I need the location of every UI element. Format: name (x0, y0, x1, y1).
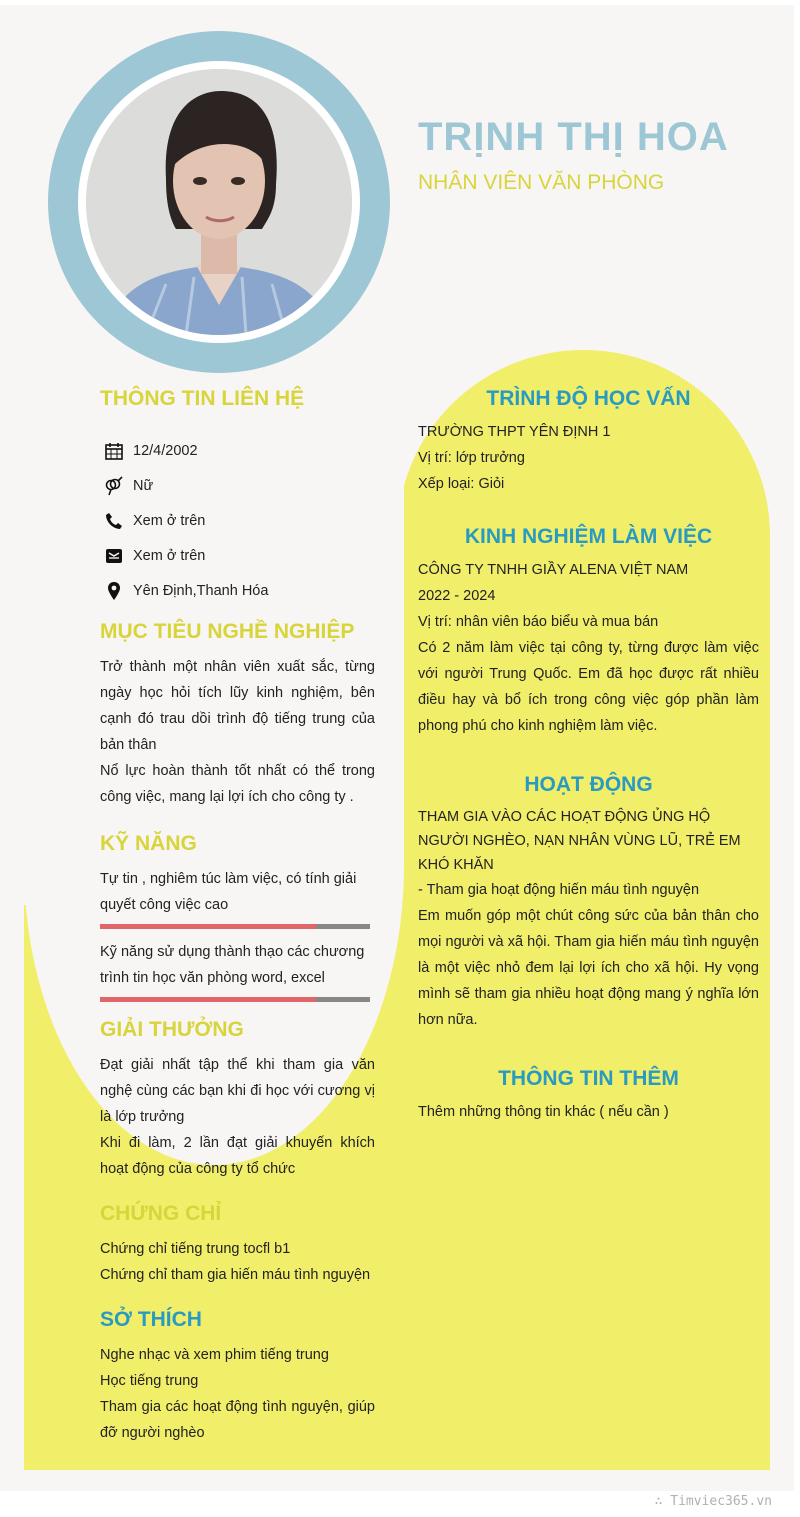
footer-brand[interactable]: ∴ Timviec365.vn (654, 1494, 772, 1509)
job-title: NHÂN VIÊN VĂN PHÒNG (418, 171, 665, 194)
skill-text: Kỹ năng sử dụng thành thạo các chương trình tin học văn phòng word, excel (100, 944, 365, 986)
skill-bar (100, 924, 370, 929)
certificate-line: Chứng chỉ tiếng trung tocfl b1 (100, 1241, 291, 1257)
objective-line: Trở thành một nhân viên xuất sắc, từng ngày học hỏi tích lũy kinh nghiệm, bên cạnh đó trau dồi trình độ tiếng trung của bản thân (100, 659, 375, 753)
contact-value: Xem ở trên (133, 547, 206, 564)
education-title: TRÌNH ĐỘ HỌC VẤN (486, 387, 691, 410)
candidate-name: TRỊNH THỊ HOA (418, 115, 729, 159)
contact-phone (100, 503, 375, 538)
activities-title: HOẠT ĐỘNG (524, 773, 653, 796)
award-line: Khi đi làm, 2 lần đạt giải khuyến khích hoạt động của công ty tổ chức (100, 1135, 375, 1177)
education-line: Xếp loại: Giỏi (418, 476, 505, 492)
awards-title: GIẢI THƯỞNG (100, 1018, 244, 1041)
experience-period: 2022 - 2024 (418, 588, 496, 604)
certificates-title: CHỨNG CHỈ (100, 1202, 222, 1225)
objective-title: MỤC TIÊU NGHỀ NGHIỆP (100, 620, 355, 643)
skills-title: KỸ NĂNG (100, 832, 197, 855)
experience-title: KINH NGHIỆM LÀM VIỆC (464, 525, 713, 548)
contact-email (100, 538, 375, 573)
contact-value: Yên Định,Thanh Hóa (133, 582, 269, 599)
location-pin-icon (100, 581, 133, 601)
contact-value: Xem ở trên (133, 512, 206, 529)
phone-icon (100, 511, 133, 531)
contact-address (100, 573, 375, 608)
portrait-illustration (86, 69, 352, 335)
calendar-icon (100, 441, 133, 461)
email-icon (100, 546, 133, 566)
activities-role: - Tham gia hoạt động hiến máu tình nguyện (418, 882, 700, 898)
extra-title: THÔNG TIN THÊM (498, 1067, 679, 1090)
hobby-line: Học tiếng trung (100, 1373, 199, 1389)
hobby-line: Nghe nhạc và xem phim tiếng trung (100, 1347, 329, 1363)
cv-page (0, 5, 794, 1491)
contact-gender (100, 468, 375, 503)
experience-description: Có 2 năm làm việc tại công ty, từng được làm việc với người Trung Quốc. Em đã học được rất nhiều điều hay và bổ ích trong công việc góp phần làm phong phú cho kinh nghiệm làm việc. (418, 640, 759, 734)
activities-description: Em muốn góp một chút công sức của bản thân cho mọi người và xã hội. Tham gia hiến máu tình nguyện là một việc nhỏ đem lại lợi ích cho xã hội. Hy vọng mình sẽ tham gia nhiều hoạt động mang ý nghĩa lớn hơn nữa. (418, 908, 759, 1028)
right-column (418, 387, 759, 1125)
extra-text: Thêm những thông tin khác ( nếu cần ) (418, 1104, 669, 1120)
skill-bar-fill (100, 924, 316, 929)
experience-company: CÔNG TY TNHH GIẦY ALENA VIỆT NAM (418, 562, 689, 578)
hobbies-title: SỞ THÍCH (100, 1308, 202, 1331)
gender-icon (100, 476, 133, 496)
activities-org: THAM GIA VÀO CÁC HOẠT ĐỘNG ỦNG HỘ NGƯỜI NGHÈO, NẠN NHÂN VÙNG LŨ, TRẺ EM KHÓ KHĂN (418, 809, 741, 873)
contact-value: Nữ (133, 477, 154, 494)
contact-title: THÔNG TIN LIÊN HỆ (100, 387, 305, 410)
objective-line: Nổ lực hoàn thành tốt nhất có thể trong công việc, mang lại lợi ích cho công ty . (100, 763, 375, 805)
skill-text: Tự tin , nghiêm túc làm việc, có tính giải quyết công việc cao (100, 871, 357, 913)
left-column (100, 387, 375, 1446)
contact-value: 12/4/2002 (133, 442, 198, 459)
certificate-line: Chứng chỉ tham gia hiến máu tình nguyện (100, 1267, 371, 1283)
education-line: Vị trí: lớp trưởng (418, 450, 525, 466)
skill-bar (100, 997, 370, 1002)
experience-position: Vị trí: nhân viên báo biểu và mua bán (418, 614, 659, 630)
skill-bar-fill (100, 997, 316, 1002)
profile-photo (86, 69, 352, 335)
education-line: TRƯỜNG THPT YÊN ĐỊNH 1 (418, 424, 611, 440)
contact-birthdate (100, 433, 375, 468)
award-line: Đạt giải nhất tập thể khi tham gia văn nghệ cùng các bạn khi đi học với cương vị là lớp trưởng (100, 1057, 375, 1125)
hobby-line: Tham gia các hoạt động tình nguyện, giúp đỡ người nghèo (100, 1399, 375, 1441)
